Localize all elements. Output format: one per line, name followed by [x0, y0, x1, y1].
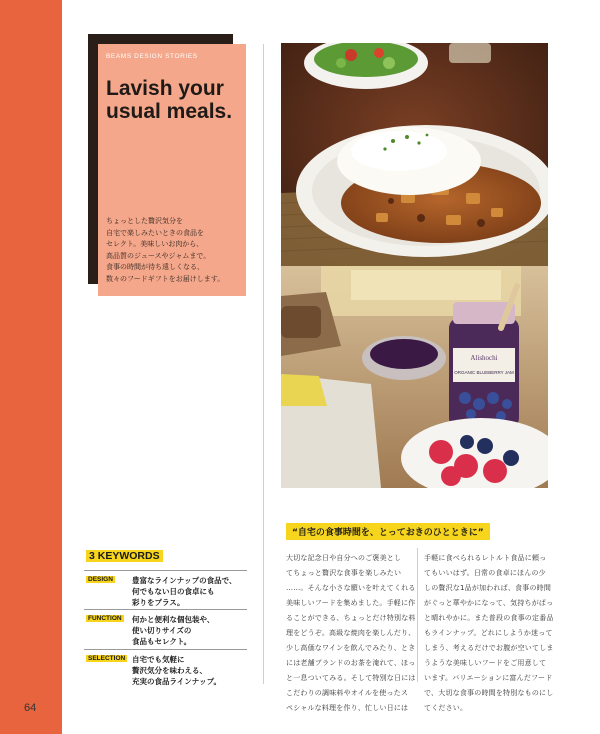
card-body-line: 高品質のジュースやジャムまで。 — [106, 251, 211, 260]
article-column-divider — [417, 548, 418, 682]
keyword-text — [132, 654, 246, 687]
article-line: がぐっと華やかになって、気持ちがぱっ — [424, 599, 554, 607]
card-body — [106, 216, 242, 285]
article-line: には老舗ブランドのお茶を淹れて、ほっ — [286, 659, 416, 667]
article-line: 大切な記念日や自分へのご褒美とし — [286, 554, 402, 562]
article-line: てもいいはず。日常の食卓にほんの少 — [424, 569, 546, 577]
card-body-line: 自宅で楽しみたいときの食品を — [106, 228, 204, 237]
column-divider — [263, 44, 264, 684]
keyword-row-function — [84, 609, 247, 649]
article-line: ることができる、ちょっとだけ特別な料 — [286, 614, 416, 622]
article-line: てください。 — [424, 704, 468, 712]
keyword-line: 自宅でも気軽に — [132, 655, 185, 664]
curry-rice-photo — [281, 43, 548, 266]
keyword-text — [132, 575, 246, 608]
quote-highlight: “自宅の食事時間を、とっておきのひとときに” — [286, 523, 490, 540]
blueberry-jam-photo — [281, 266, 548, 488]
keyword-line: 贅沢気分を味わえる、 — [132, 666, 207, 675]
article-line: てちょっと贅沢な食事を楽しみたい — [286, 569, 402, 577]
article-line: 理をどうぞ。高級な焼肉を楽しんだり、 — [286, 629, 416, 637]
article-line: います。バリエーションに富んだフード — [424, 674, 553, 682]
keyword-line: 何でもない日の食卓にも — [132, 587, 215, 596]
article-line: しの贅沢な1品が加われば、食事の時間 — [424, 584, 552, 592]
article-line: もラインナップ。どれにしようか迷って — [424, 629, 553, 637]
keyword-line: 使い切りサイズの — [132, 626, 192, 635]
series-label: BEAMS DESIGN STORIES — [106, 53, 198, 60]
intro-card — [98, 44, 246, 296]
curry-rice-illustration — [281, 43, 548, 266]
keyword-row-design — [84, 570, 247, 609]
card-body-line: 数々のフードギフトをお届けします。 — [106, 274, 225, 283]
keyword-label: SELECTION — [88, 655, 126, 662]
article-line: 美味しいフードを集めました。手軽に作 — [286, 599, 416, 607]
keywords-list — [84, 570, 247, 690]
article-line: と晴れやかに。また普段の食事の定番品 — [424, 614, 554, 622]
keywords-title: 3 KEYWORDS — [86, 550, 163, 562]
article-line: こだわりの調味料やオイルを使ったス — [286, 689, 409, 697]
article-line: ……。そんな小さな願いを叶えてくれる — [286, 584, 416, 592]
article-line: で、大切な食事の時間を特別なものにし — [424, 689, 554, 697]
card-body-line: セレクト。美味しいお肉から、 — [106, 240, 204, 248]
keyword-line: 何かと便利な個包装や、 — [132, 615, 215, 624]
keyword-label: DESIGN — [88, 576, 113, 583]
article-line: うような美味しいフードをご用意して — [424, 659, 547, 667]
keyword-line: 豊富なラインナップの食品で、 — [132, 576, 237, 585]
side-color-band — [0, 0, 62, 734]
article-line: しまう、考えるだけでお腹が空いてしま — [424, 644, 554, 652]
jam-illustration — [281, 266, 548, 488]
jar-brand: Alishochi — [470, 354, 498, 362]
keyword-line: 食品もセレクト。 — [132, 637, 192, 646]
article-column-1 — [286, 551, 416, 716]
card-body-line: 食事の時間が待ち遠しくなる、 — [106, 263, 204, 271]
article-line: ペシャルな料理を作り、忙しい日には — [286, 704, 409, 712]
keyword-row-selection — [84, 649, 247, 690]
article-line: と一息ついてみる。そして特別な日には — [286, 674, 416, 682]
keyword-text — [132, 614, 246, 647]
article-line: 手軽に食べられるレトルト食品に頼っ — [424, 554, 547, 562]
article-column-2 — [424, 551, 554, 716]
jar-label: ORGANIC BLUEBERRY JAM — [454, 370, 514, 375]
keyword-line: 充実の食品ラインナップ。 — [132, 677, 222, 686]
card-title: Lavish your usual meals. — [106, 77, 233, 123]
article-line: 少し高価なワインを飲んでみたり、とき — [286, 644, 416, 652]
card-body-line: ちょっとした贅沢気分を — [106, 217, 183, 225]
keyword-line: 彩りをプラス。 — [132, 598, 185, 607]
page-number: 64 — [24, 702, 37, 714]
keyword-label: FUNCTION — [88, 615, 122, 622]
